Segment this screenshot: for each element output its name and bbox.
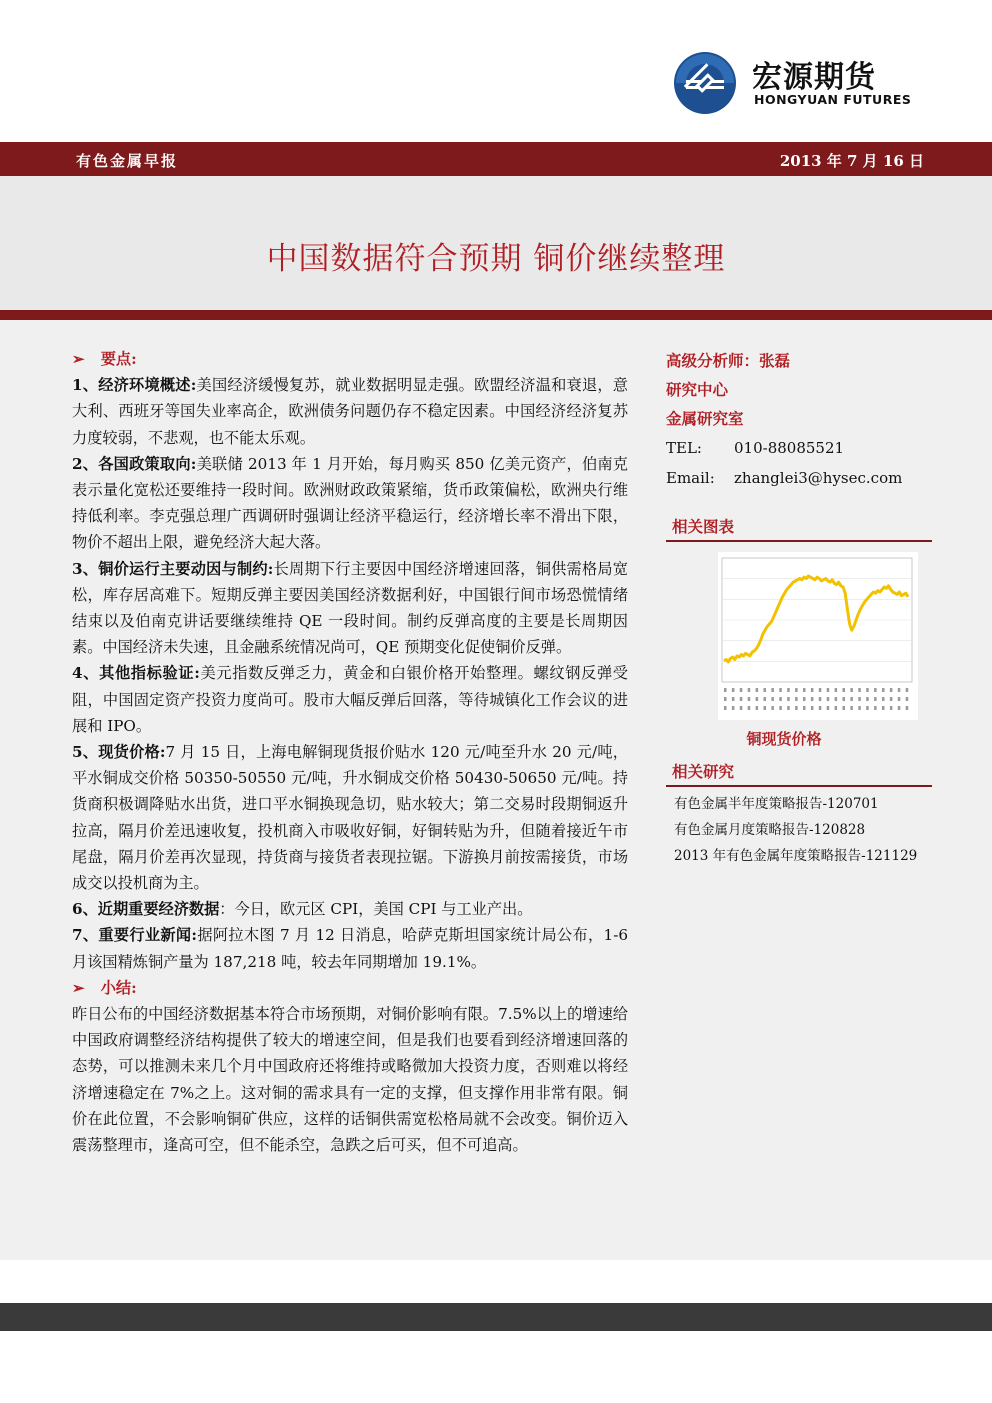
company-logo — [672, 48, 912, 120]
report-type: 有色金属早报 — [76, 152, 179, 170]
summary-text: 昨日公布的中国经济数据基本符合市场预期，对铜价影响有限。7.5%以上的增速给中国政府调整经济结构提供了较大的增速空间，但是我们也要看到经济增速回落的态势，可以推测未来几个月中国政府还将维持或略微加大投资力度，否则难以将经济增速稳定在 7%之上。这对铜的需求具有一定的支撑，但支撑作用非常有限。铜价在此位置，不会影响铜矿供应，这样的话铜供需宽松格局就不会改变。铜价迈入震荡整理市，逢高可空，但不能杀空，急跌之后可买，但不可追高。 — [72, 1005, 628, 1155]
section-3: 3、铜价运行主要动因与制约:长周期下行主要因中国经济增速回落，铜供需格局宽松，库存居高难下。短期反弹主要因美国经济数据利好，中国银行间市场恐慌情绪结束以及伯南克讲话要继续维持 QE 一段时间。制约反弹高度的主要是长周期因素。中国经济未失速，且金融系统情况尚可，QE 预期变化促使铜价反弹。 — [72, 559, 628, 657]
chart-x-tick-label — [835, 697, 838, 701]
chart-x-tick-label — [724, 697, 727, 701]
chart-x-tick-label — [858, 706, 861, 710]
logo-english-name: HONGYUAN FUTURES — [754, 92, 912, 107]
arrow-bullet-icon: ➢ — [72, 350, 85, 368]
document-title: 中国数据符合预期 铜价继续整理 — [266, 241, 726, 277]
chart-x-tick-label — [882, 688, 885, 692]
chart-x-tick-label — [795, 706, 798, 710]
chart-x-tick-label — [724, 688, 727, 692]
chart-x-tick-label — [827, 697, 830, 701]
section-2: 2、各国政策取向:美联储 2013 年 1 月开始，每月购买 850 亿美元资产，伯南克表示量化宽松还要维持一段时间。欧洲财政政策紧缩，货币政策偏松，欧洲央行维持低利率。李克强总理广西调研时强调让经济平稳运行，经济增长率不滑出下限，物价不超出上限，避免经济大起大落。 — [72, 454, 628, 552]
chart-x-tick-label — [858, 697, 861, 701]
logo-chinese-name: 宏源期货 — [752, 60, 876, 95]
chart-x-tick-label — [771, 688, 774, 692]
chart-x-tick-label — [764, 706, 767, 710]
section-5: 5、现货价格:7 月 15 日，上海电解铜现货报价贴水 120 元/吨至升水 20 元/吨，平水铜成交价格 50350-50550 元/吨，升水铜成交价格 50430-50650 元/吨。持货商积极调降贴水出货，进口平水铜换现急切，贴水较大；第二交易时段期铜返升拉高，隔月价差迅速收复，投机商入市吸收好铜，好铜转贴为升，但随着接近午市尾盘，隔月价差再次显现，持货商与接货者表现拉锯。下游换月前按需接货，市场成交以投机商为主。 — [72, 743, 628, 893]
chart-x-tick-label — [803, 697, 806, 701]
chart-x-tick-label — [898, 688, 901, 692]
chart-x-tick-label — [835, 706, 838, 710]
chart-x-tick-label — [843, 706, 846, 710]
related-charts-heading: 相关图表 — [666, 515, 932, 542]
chart-x-tick-label — [906, 688, 909, 692]
chart-x-tick-label — [764, 688, 767, 692]
chart-x-tick-label — [906, 697, 909, 701]
chart-x-tick-label — [874, 706, 877, 710]
chart-x-tick-label — [787, 688, 790, 692]
chart-x-tick-label — [779, 706, 782, 710]
chart-x-tick-label — [843, 688, 846, 692]
hongyuan-logo-icon — [672, 50, 738, 116]
chart-x-tick-label — [866, 688, 869, 692]
chart-x-tick-label — [756, 688, 759, 692]
chart-x-tick-label — [882, 697, 885, 701]
chart-x-tick-label — [819, 706, 822, 710]
chart-x-tick-label — [819, 688, 822, 692]
chart-x-tick-label — [850, 697, 853, 701]
chart-x-tick-label — [756, 706, 759, 710]
chart-x-tick-label — [787, 706, 790, 710]
chart-x-tick-label — [803, 706, 806, 710]
chart-x-tick-label — [740, 706, 743, 710]
summary-heading: ➢ 小结: — [72, 978, 137, 997]
chart-x-tick-label — [898, 706, 901, 710]
section-7: 7、重要行业新闻:据阿拉木图 7 月 12 日消息，哈萨克斯坦国家统计局公布，1-6 月该国精炼铜产量为 187,218 吨，较去年同期增加 19.1%。 — [72, 926, 628, 971]
chart-caption: 铜现货价格 — [746, 730, 822, 748]
chart-x-tick-label — [740, 688, 743, 692]
chart-x-tick-label — [779, 688, 782, 692]
chart-x-tick-label — [771, 706, 774, 710]
chart-x-tick-label — [890, 697, 893, 701]
chart-x-tick-label — [898, 697, 901, 701]
chart-x-tick-label — [866, 706, 869, 710]
department-metals: 金属研究室 — [666, 409, 744, 428]
chart-x-tick-label — [874, 697, 877, 701]
report-date: 2013 年 7 月 16 日 — [779, 152, 924, 170]
chart-x-tick-label — [890, 688, 893, 692]
department-research-center: 研究中心 — [666, 380, 729, 399]
chart-x-tick-label — [850, 706, 853, 710]
chart-x-tick-label — [858, 688, 861, 692]
chart-x-tick-label — [795, 697, 798, 701]
chart-x-tick-label — [732, 697, 735, 701]
chart-x-tick-label — [906, 706, 909, 710]
research-item[interactable]: 2013 年有色金属年度策略报告-121129 — [674, 848, 918, 864]
chart-x-tick-label — [827, 706, 830, 710]
chart-x-tick-label — [732, 688, 735, 692]
research-item[interactable]: 有色金属月度策略报告-120828 — [674, 822, 866, 838]
title-divider — [0, 310, 992, 320]
chart-x-tick-label — [811, 706, 814, 710]
arrow-bullet-icon: ➢ — [72, 978, 85, 997]
contact-tel: TEL: 010-88085521 — [666, 439, 845, 457]
contact-email: Email: zhanglei3@hysec.com — [666, 469, 903, 487]
footer-bar — [0, 1303, 992, 1331]
chart-x-tick-label — [866, 697, 869, 701]
research-item[interactable]: 有色金属半年度策略报告-120701 — [674, 796, 879, 812]
chart-x-tick-label — [748, 697, 751, 701]
chart-x-tick-label — [756, 697, 759, 701]
chart-x-tick-label — [779, 697, 782, 701]
chart-x-tick-label — [732, 706, 735, 710]
chart-x-tick-label — [819, 697, 822, 701]
chart-x-tick-label — [795, 688, 798, 692]
related-research-heading: 相关研究 — [666, 760, 932, 787]
section-4: 4、其他指标验证:美元指数反弹乏力，黄金和白银价格开始整理。螺纹钢反弹受阻，中国固定资产投资力度尚可。股市大幅反弹后回落，等待城镇化工作会议的进展和 IPO。 — [72, 664, 628, 735]
chart-x-tick-label — [803, 688, 806, 692]
chart-x-tick-label — [835, 688, 838, 692]
chart-x-tick-label — [882, 706, 885, 710]
chart-x-tick-label — [771, 697, 774, 701]
analyst-name: 高级分析师：张磊 — [666, 351, 791, 370]
chart-x-tick-label — [811, 688, 814, 692]
chart-x-tick-label — [787, 697, 790, 701]
chart-x-tick-label — [748, 706, 751, 710]
copper-spot-price-chart — [718, 552, 918, 720]
chart-x-tick-label — [811, 697, 814, 701]
chart-x-tick-label — [827, 688, 830, 692]
chart-x-tick-label — [740, 697, 743, 701]
points-heading: ➢ 要点: — [72, 350, 137, 368]
section-1: 1、经济环境概述:美国经济缓慢复苏，就业数据明显走强。欧盟经济温和衰退，意大利、西班牙等国失业率高企，欧洲债务问题仍存不稳定因素。中国经济经济复苏力度较弱，不悲观，也不能太乐观。 — [72, 376, 628, 447]
chart-x-tick-label — [890, 706, 893, 710]
chart-x-tick-label — [748, 688, 751, 692]
chart-x-tick-label — [724, 706, 727, 710]
chart-x-tick-label — [764, 697, 767, 701]
chart-x-tick-label — [843, 697, 846, 701]
main-content — [72, 346, 628, 1158]
section-6: 6、近期重要经济数据：今日，欧元区 CPI，美国 CPI 与工业产出。 — [72, 900, 533, 919]
chart-x-tick-label — [850, 688, 853, 692]
chart-x-tick-label — [874, 688, 877, 692]
